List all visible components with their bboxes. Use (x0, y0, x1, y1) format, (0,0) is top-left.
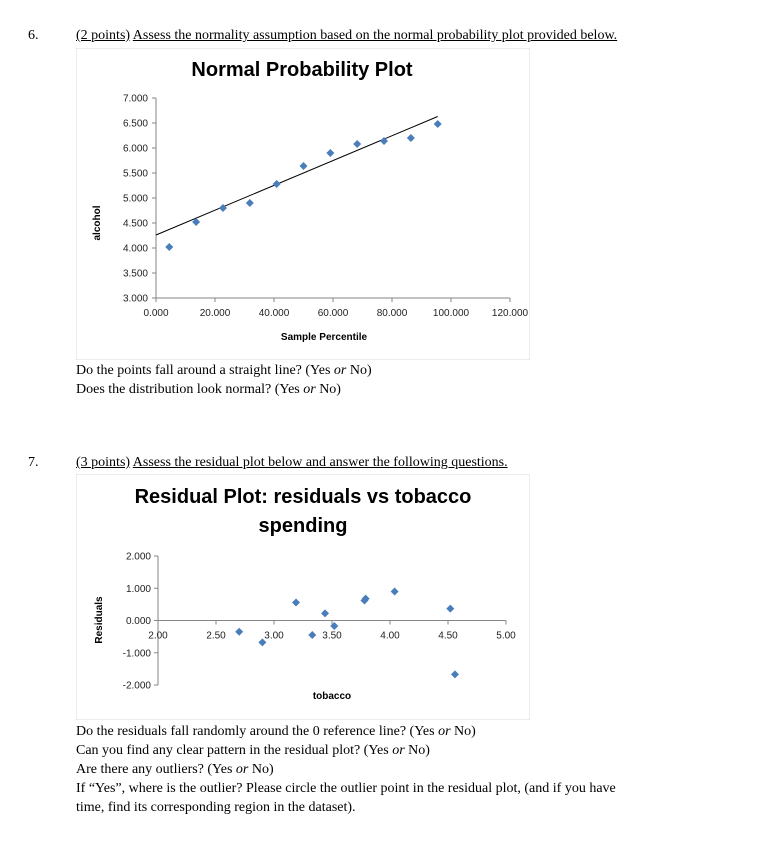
answer-text: Do the points fall around a straight line? (Yes (76, 363, 334, 378)
normal-probability-chart (76, 48, 530, 360)
chart-title: Normal Probability Plot (191, 59, 413, 81)
answer-end: No) (404, 743, 430, 758)
x-tick-label: 2.50 (206, 630, 226, 642)
question-6-number: 6. (28, 28, 39, 43)
y-tick-label: 0.000 (125, 616, 151, 627)
y-tick-label: 4.000 (122, 243, 148, 255)
x-tick-label: 3.50 (322, 630, 342, 642)
x-tick-label: 4.00 (380, 630, 400, 642)
answer-end: No) (346, 363, 372, 378)
answer-or: or (235, 762, 249, 777)
answer-or: or (438, 724, 451, 739)
x-tick-label: 80.000 (376, 308, 408, 319)
answer-text: Does the distribution look normal? (Yes (76, 382, 304, 397)
x-tick-label: 3.00 (264, 630, 284, 642)
x-tick-label: 4.50 (438, 630, 458, 642)
question-6-answer-1 (76, 363, 372, 379)
y-tick-label: 6.000 (122, 143, 148, 155)
x-axis-label: tobacco (312, 691, 352, 702)
x-tick-label: 100.000 (432, 308, 470, 319)
answer-or: or (303, 382, 316, 397)
x-tick-label: 20.000 (199, 308, 231, 319)
question-7-answer-3 (76, 762, 274, 778)
y-tick-label: 2.000 (125, 551, 151, 563)
x-tick-label: 120.000 (491, 308, 529, 319)
normal-probability-plot-svg (76, 48, 530, 360)
residual-plot-chart (76, 474, 530, 720)
answer-or: or (392, 743, 405, 758)
x-tick-label: 5.00 (496, 630, 516, 642)
y-tick-label: 1.000 (125, 583, 151, 595)
question-7-text: Assess the residual plot below and answer the following questions. (132, 455, 508, 470)
answer-text: Do the residuals fall randomly around the 0 reference line? (Yes (76, 724, 439, 739)
x-axis-label: Sample Percentile (280, 332, 368, 343)
y-tick-label: 5.000 (122, 193, 148, 205)
residual-plot-svg (76, 474, 530, 720)
y-axis-label: Residuals (94, 596, 105, 644)
x-tick-label: 0.000 (143, 308, 169, 319)
x-tick-label: 2.00 (148, 630, 168, 642)
y-tick-label: 5.500 (122, 168, 148, 180)
question-6-points: (2 points) (76, 28, 131, 43)
y-tick-label: 3.500 (122, 268, 148, 280)
y-tick-label: -1.000 (122, 648, 151, 660)
y-tick-label: 3.000 (122, 293, 148, 305)
question-7-answer-5: time, find its corresponding region in the dataset). (76, 800, 356, 815)
answer-end: No) (450, 724, 476, 739)
x-tick-label: 60.000 (317, 308, 349, 319)
question-7-number: 7. (28, 455, 39, 470)
question-7-points: (3 points) (76, 455, 131, 470)
y-tick-label: 4.500 (122, 218, 148, 230)
question-6-text: Assess the normality assumption based on the normal probability plot provided below. (132, 28, 618, 43)
chart-title-line-2: spending (258, 515, 348, 537)
answer-text: Can you find any clear pattern in the residual plot? (Yes (76, 743, 393, 758)
question-6-prompt (76, 28, 617, 44)
answer-or: or (333, 363, 347, 378)
y-axis-label: alcohol (92, 205, 103, 241)
answer-end: No) (248, 762, 274, 777)
y-tick-label: -2.000 (122, 680, 151, 692)
question-7-answer-2 (76, 743, 430, 759)
question-6-answer-2 (76, 382, 341, 398)
question-7-answer-4: If “Yes”, where is the outlier? Please circle the outlier point in the residual plot, (and if you have (76, 781, 616, 796)
chart-title-line-1: Residual Plot: residuals vs tobacco (134, 486, 472, 508)
y-tick-label: 6.500 (122, 118, 148, 130)
answer-end: No) (315, 382, 341, 397)
question-7-answer-1 (76, 724, 476, 740)
question-7-prompt (76, 455, 508, 471)
answer-text: Are there any outliers? (Yes (76, 762, 236, 777)
y-tick-label: 7.000 (122, 93, 148, 105)
x-tick-label: 40.000 (258, 308, 290, 319)
